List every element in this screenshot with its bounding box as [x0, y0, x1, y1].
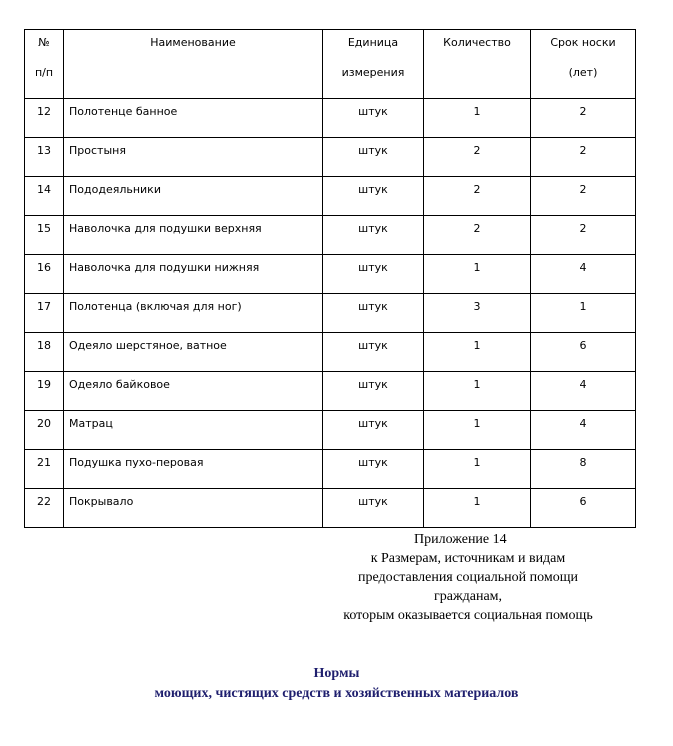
header-name: [64, 30, 323, 99]
cell-unit: [323, 138, 424, 177]
cell-num: [25, 177, 64, 216]
cell-term-text: 2: [579, 222, 587, 235]
cell-num-text: 22: [37, 495, 51, 508]
cell-name: [64, 138, 323, 177]
cell-unit-text: штук: [358, 222, 388, 235]
cell-name-text: Простыня: [69, 144, 126, 157]
header-name-label: Наименование: [150, 36, 236, 49]
header-unit-line2: измерения: [341, 66, 405, 79]
cell-qty-text: 1: [473, 495, 481, 508]
header-unit: [323, 30, 424, 99]
cell-unit-text: штук: [358, 495, 388, 508]
cell-num: [25, 333, 64, 372]
cell-num-text: 19: [37, 378, 51, 391]
table-row: [25, 138, 636, 177]
cell-name-text: Одеяло байковое: [69, 378, 170, 391]
appendix-line: которым оказывается социальная помощь: [343, 608, 593, 623]
cell-term-text: 4: [579, 378, 587, 391]
header-qty: [424, 30, 531, 99]
cell-unit-text: штук: [358, 456, 388, 469]
cell-num-text: 17: [37, 300, 51, 313]
appendix-line: гражданам,: [433, 589, 503, 604]
norms-heading: [0, 664, 673, 704]
table-row: [25, 411, 636, 450]
table-header-row: [25, 30, 636, 99]
cell-qty-text: 2: [473, 183, 481, 196]
header-term-line2: (лет): [568, 66, 598, 79]
cell-qty-text: 1: [473, 456, 481, 469]
cell-unit-text: штук: [358, 105, 388, 118]
cell-term: [531, 411, 636, 450]
cell-num-text: 18: [37, 339, 51, 352]
cell-name: [64, 177, 323, 216]
cell-term-text: 4: [579, 417, 587, 430]
cell-name-text: Наволочка для подушки верхняя: [69, 222, 262, 235]
cell-term: [531, 333, 636, 372]
header-num: [25, 30, 64, 99]
cell-name-text: Матрац: [69, 417, 113, 430]
cell-name: [64, 99, 323, 138]
cell-num-text: 13: [37, 144, 51, 157]
cell-qty-text: 2: [473, 222, 481, 235]
cell-qty: [424, 177, 531, 216]
cell-num-text: 15: [37, 222, 51, 235]
cell-qty-text: 1: [473, 105, 481, 118]
cell-qty: [424, 255, 531, 294]
cell-unit: [323, 99, 424, 138]
cell-unit-text: штук: [358, 300, 388, 313]
cell-qty-text: 1: [473, 261, 481, 274]
cell-name: [64, 294, 323, 333]
cell-qty: [424, 294, 531, 333]
cell-name-text: Подушка пухо-перовая: [69, 456, 204, 469]
cell-qty: [424, 450, 531, 489]
cell-name: [64, 216, 323, 255]
cell-term: [531, 255, 636, 294]
cell-name-text: Покрывало: [69, 495, 134, 508]
header-unit-line1: Единица: [347, 36, 399, 49]
cell-term-text: 2: [579, 183, 587, 196]
cell-num-text: 20: [37, 417, 51, 430]
cell-term: [531, 450, 636, 489]
cell-unit: [323, 333, 424, 372]
cell-name: [64, 333, 323, 372]
cell-unit: [323, 294, 424, 333]
cell-num-text: 12: [37, 105, 51, 118]
cell-num: [25, 489, 64, 528]
cell-term: [531, 489, 636, 528]
cell-num: [25, 294, 64, 333]
cell-term-text: 2: [579, 105, 587, 118]
cell-qty: [424, 411, 531, 450]
table-row: [25, 333, 636, 372]
norms-title: Нормы: [313, 666, 360, 681]
cell-term: [531, 177, 636, 216]
cell-term-text: 8: [579, 456, 587, 469]
cell-unit-text: штук: [358, 417, 388, 430]
cell-term-text: 2: [579, 144, 587, 157]
cell-unit: [323, 489, 424, 528]
cell-qty: [424, 489, 531, 528]
cell-name: [64, 411, 323, 450]
cell-name: [64, 489, 323, 528]
cell-num: [25, 255, 64, 294]
appendix-line: к Размерам, источникам и видам: [370, 551, 566, 566]
cell-name-text: Наволочка для подушки нижняя: [69, 261, 260, 274]
cell-name-text: Полотенце банное: [69, 105, 178, 118]
cell-qty-text: 2: [473, 144, 481, 157]
cell-qty-text: 3: [473, 300, 481, 313]
cell-num: [25, 411, 64, 450]
cell-qty: [424, 333, 531, 372]
cell-unit: [323, 372, 424, 411]
cell-term: [531, 372, 636, 411]
appendix-line: предоставления социальной помощи: [357, 570, 578, 585]
cell-qty-text: 1: [473, 417, 481, 430]
cell-term: [531, 138, 636, 177]
cell-term-text: 1: [579, 300, 587, 313]
cell-name-text: Одеяло шерстяное, ватное: [69, 339, 227, 352]
table-row: [25, 372, 636, 411]
cell-term-text: 6: [579, 339, 587, 352]
cell-unit: [323, 177, 424, 216]
cell-num: [25, 216, 64, 255]
table-row: [25, 489, 636, 528]
cell-unit: [323, 411, 424, 450]
header-num-line2: п/п: [34, 66, 54, 79]
cell-unit-text: штук: [358, 378, 388, 391]
cell-unit-text: штук: [358, 339, 388, 352]
norms-subtitle: моющих, чистящих средств и хозяйственных материалов: [154, 686, 519, 701]
cell-qty-text: 1: [473, 339, 481, 352]
cell-num-text: 14: [37, 183, 51, 196]
cell-qty: [424, 372, 531, 411]
cell-term-text: 6: [579, 495, 587, 508]
cell-num-text: 21: [37, 456, 51, 469]
cell-qty: [424, 138, 531, 177]
cell-qty-text: 1: [473, 378, 481, 391]
cell-term: [531, 99, 636, 138]
cell-qty: [424, 216, 531, 255]
cell-unit: [323, 216, 424, 255]
table-row: [25, 450, 636, 489]
appendix-title: Приложение 14: [414, 532, 507, 547]
table-row: [25, 294, 636, 333]
header-qty-label: Количество: [443, 36, 511, 49]
table-row: [25, 216, 636, 255]
cell-name-text: Полотенца (включая для ног): [69, 300, 242, 313]
cell-name: [64, 255, 323, 294]
cell-unit: [323, 255, 424, 294]
cell-num-text: 16: [37, 261, 51, 274]
cell-num: [25, 99, 64, 138]
header-term: [531, 30, 636, 99]
norms-table: [24, 29, 636, 528]
cell-unit-text: штук: [358, 261, 388, 274]
cell-name-text: Пододеяльники: [69, 183, 161, 196]
cell-term-text: 4: [579, 261, 587, 274]
table-row: [25, 99, 636, 138]
cell-unit-text: штук: [358, 144, 388, 157]
table-row: [25, 177, 636, 216]
cell-term: [531, 216, 636, 255]
header-term-line1: Срок носки: [550, 36, 616, 49]
cell-unit: [323, 450, 424, 489]
cell-qty: [424, 99, 531, 138]
cell-num: [25, 372, 64, 411]
table-row: [25, 255, 636, 294]
header-num-line1: №: [38, 36, 50, 49]
cell-term: [531, 294, 636, 333]
appendix-block: [300, 530, 636, 625]
cell-name: [64, 450, 323, 489]
cell-unit-text: штук: [358, 183, 388, 196]
cell-name: [64, 372, 323, 411]
cell-num: [25, 450, 64, 489]
cell-num: [25, 138, 64, 177]
